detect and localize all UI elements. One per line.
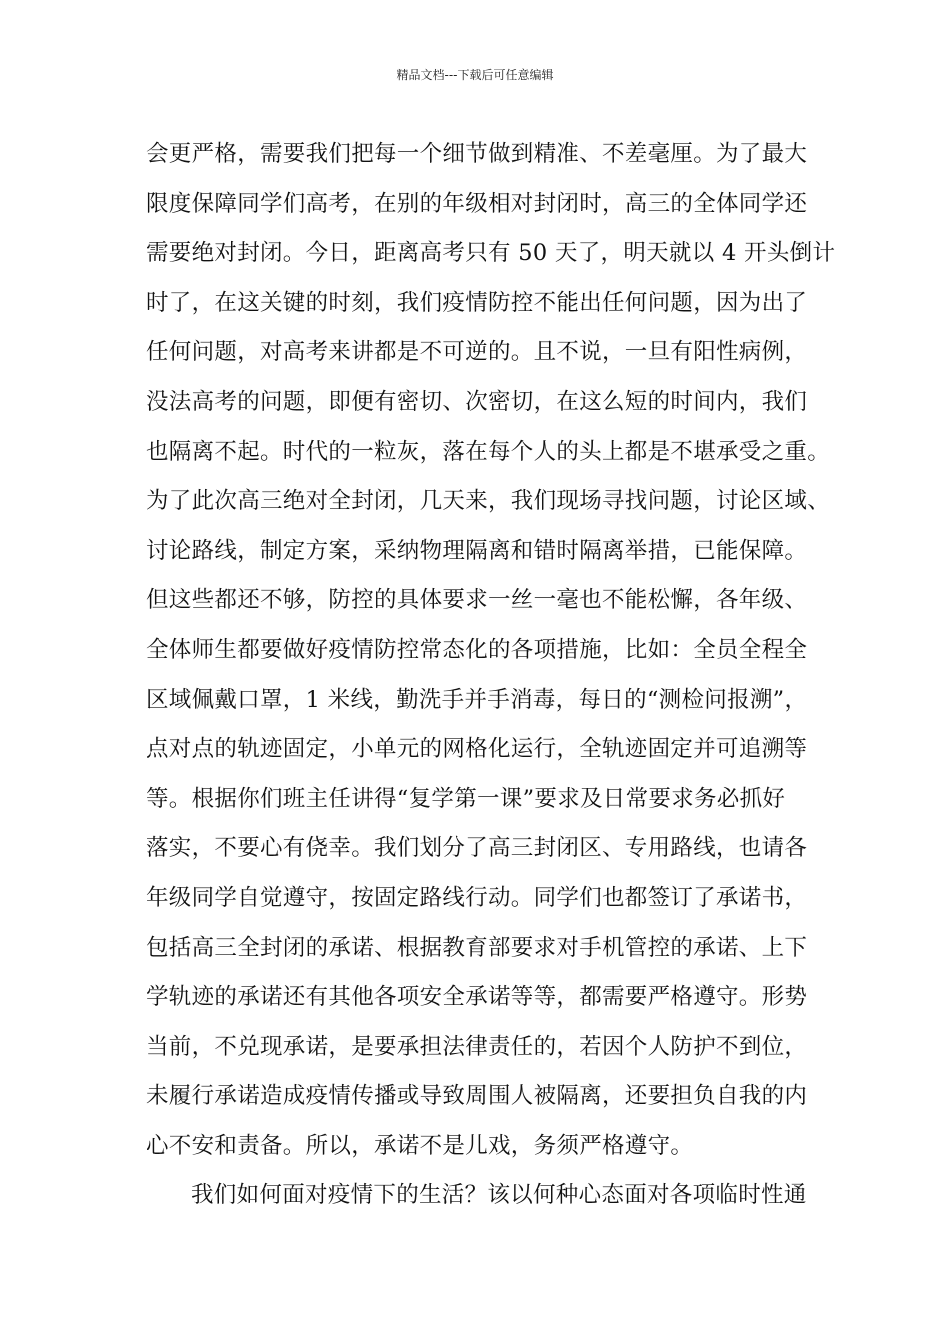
text-line: 我们如何面对疫情下的生活？该以何种心态面对各项临时性通 bbox=[191, 1182, 807, 1209]
text-line: 区域佩戴口罩，1 米线，勤洗手并手消毒，每日的“测检问报溯”， bbox=[146, 686, 808, 713]
text-line: 会更严格，需要我们把每一个细节做到精准、不差毫厘。为了最大 bbox=[146, 141, 808, 167]
page-header: 精品文档---下载后可任意编辑 bbox=[396, 68, 554, 82]
paragraph bbox=[146, 1171, 836, 1221]
text-line: 为了此次高三绝对全封闭，几天来，我们现场寻找问题，讨论区域、 bbox=[146, 488, 831, 515]
text-line: 需要绝对封闭。今日，距离高考只有 50 天了，明天就以 4 开头倒计 bbox=[146, 240, 836, 267]
text-line: 未履行承诺造成疫情传播或导致周围人被隔离，还要担负自我的内 bbox=[146, 1083, 808, 1110]
text-line: 点对点的轨迹固定，小单元的网格化运行，全轨迹固定并可追溯等 bbox=[146, 736, 808, 763]
paragraph bbox=[146, 130, 836, 1171]
body-text bbox=[146, 130, 836, 1221]
text-line: 学轨迹的承诺还有其他各项安全承诺等等，都需要严格遵守。形势 bbox=[146, 984, 808, 1011]
text-line: 时了，在这关键的时刻，我们疫情防控不能出任何问题，因为出了 bbox=[146, 289, 808, 316]
text-line: 等。根据你们班主任讲得“复学第一课”要求及日常要求务必抓好 bbox=[146, 785, 786, 812]
text-line: 限度保障同学们高考，在别的年级相对封闭时，高三的全体同学还 bbox=[146, 190, 808, 217]
text-line: 年级同学自觉遵守，按固定路线行动。同学们也都签订了承诺书， bbox=[146, 884, 808, 911]
text-line: 讨论路线，制定方案，采纳物理隔离和错时隔离举措，已能保障。 bbox=[146, 537, 808, 564]
text-line: 任何问题，对高考来讲都是不可逆的。且不说，一旦有阳性病例， bbox=[146, 339, 808, 366]
text-line: 心不安和责备。所以，承诺不是儿戏，务须严格遵守。 bbox=[146, 1132, 694, 1159]
text-line: 全体师生都要做好疫情防控常态化的各项措施，比如：全员全程全 bbox=[146, 636, 808, 663]
text-line: 也隔离不起。时代的一粒灰，落在每个人的头上都是不堪承受之重。 bbox=[146, 438, 831, 465]
text-line: 但这些都还不够，防控的具体要求一丝一毫也不能松懈，各年级、 bbox=[146, 587, 808, 614]
text-line: 没法高考的问题，即便有密切、次密切，在这么短的时间内，我们 bbox=[146, 388, 808, 415]
text-line: 落实，不要心有侥幸。我们划分了高三封闭区、专用路线，也请各 bbox=[146, 835, 808, 862]
text-line: 当前，不兑现承诺，是要承担法律责任的，若因个人防护不到位， bbox=[146, 1033, 808, 1060]
text-line: 包括高三全封闭的承诺、根据教育部要求对手机管控的承诺、上下 bbox=[146, 934, 808, 961]
